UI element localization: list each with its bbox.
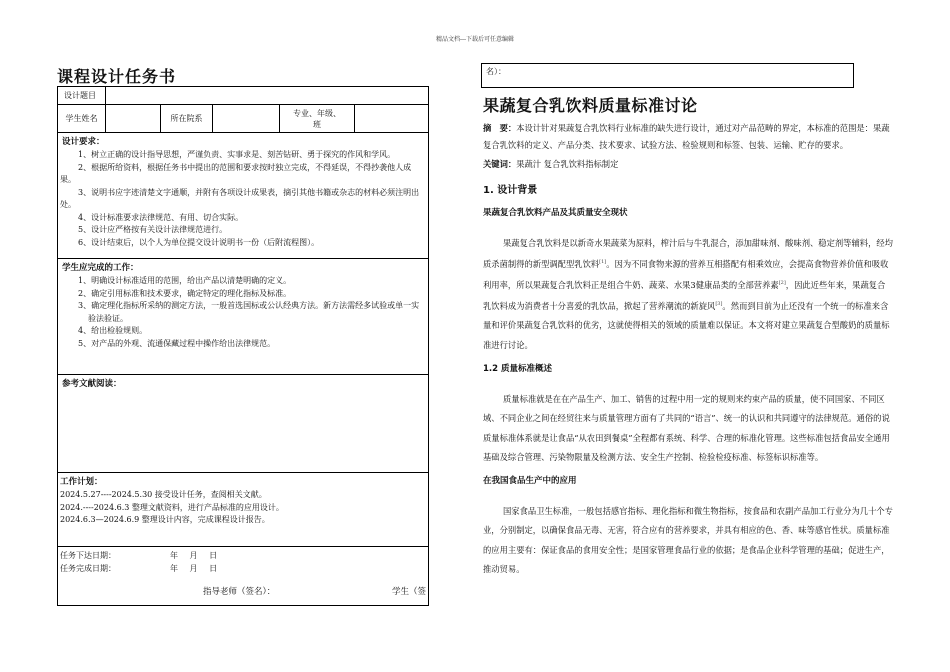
work-plan-section xyxy=(58,473,428,547)
student-work-title: 学生应完成的工作： xyxy=(62,263,139,273)
paper-title: 果蔬复合乳饮料质量标准讨论 xyxy=(483,96,698,115)
major-label-line2: 班 xyxy=(313,119,321,129)
requirement-item: 1、树立正确的设计指导思想，严谨负责、实事求是、刻苦钻研、勇于探究的作风和学风。 xyxy=(78,150,396,159)
finish-date-row xyxy=(58,562,428,575)
application-paragraph: 国家食品卫生标准，一般包括感官指标、理化指标和微生物指标，按食品和农副产品加工行业分为几十个专业，分别制定，以确保食品无毒、无害，符合应有的营养要求，并具有相应的色、香、味等感官性状。质量标准的应用主要有：保证食品的食用安全性；是国家管理食品行业的依据；是食品企业科学管理的基础；促进生产，推动贸易。 xyxy=(483,505,893,575)
para1-part-b: 。因为不同食物来源的营养互相搭配有相乘效应，会提高食物营养价值和吸收利用率，所以果蔬复合乳饮料正是组合牛奶、蔬菜、水果3健康品类的全部营养素 xyxy=(483,258,889,290)
paper-body xyxy=(483,120,893,579)
assign-date-label: 任务下达日期： xyxy=(60,551,116,560)
subsection-heading-application: 在我国食品生产中的应用 xyxy=(483,476,577,487)
requirements-list xyxy=(58,149,428,249)
keywords-paragraph xyxy=(483,156,893,173)
requirement-item: 5、设计应严格按有关设计法律规范进行。 xyxy=(78,225,228,234)
requirement-item: 6、设计结束后，以个人为单位提交设计说明书一份（后附流程图）。 xyxy=(78,237,320,247)
background-paragraph xyxy=(483,234,893,356)
keywords-label: 关键词： xyxy=(483,159,517,169)
college-label: 所在院系 xyxy=(161,105,213,132)
student-name-field[interactable] xyxy=(106,105,161,132)
design-topic-label: 设计题目 xyxy=(58,87,106,104)
student-work-list xyxy=(58,275,428,350)
major-field[interactable] xyxy=(355,105,429,132)
requirement-item: 2、根据所给资料，根据任务书中提出的范围和要求按时独立完成，不得延误，不得抄袭他人成果。 xyxy=(60,162,412,184)
citation-1: [1] xyxy=(599,258,607,265)
requirement-item: 4、设计标准要求法律规范、有用、切合实际。 xyxy=(78,212,244,222)
section-heading-background: 1. 设计背景 xyxy=(483,184,538,196)
keywords-text: 果蔬汁 复合乳饮料指标制定 xyxy=(516,159,619,169)
work-item: 2、确定引用标准和技术要求，确定特定的理化指标及标准。 xyxy=(78,288,292,298)
requirements-section xyxy=(58,133,428,259)
para1-part-d: 。然而到目前为止还没有一个统一的标准来含量和评价果蔬复合乳饮料的优劣，这就使得相关的领域的质量难以保证。本文将对建立果蔬复合型酸奶的质量标准进行讨论。 xyxy=(483,301,890,350)
advisor-signature-label: 指导老师（签名）： xyxy=(203,587,276,597)
task-book-title: 课程设计任务书 xyxy=(57,67,177,86)
plan-item: 2024.5.27----2024.5.30 接受设计任务，查阅相关文献。 xyxy=(60,490,267,499)
requirement-item: 3、说明书应字迹清楚文字通顺，并附有各项设计成果表，摘引其他书籍或杂志的材料必须注明出处。 xyxy=(60,187,420,209)
dates-block xyxy=(58,549,428,575)
overview-paragraph: 质量标准就是在在产品生产、加工、销售的过程中用一定的规则来约束产品的质量，使不同国家、不同区域、不同企业之间在经贸往来与质量管理方面有了共同的“语言”、统一的认识和共同遵守的法律规范。通俗的说质量标准体系就是让食品“从农田到餐桌”全程都有系统、科学、合理的标准化管理。这些标准包括食品安全通用基础及综合管理、污染物限量及检测方法、安全生产控制、检验检疫标准、标签标识标准等。 xyxy=(483,393,890,462)
references-title: 参考文献阅读： xyxy=(62,379,122,389)
student-name-label: 学生姓名 xyxy=(58,105,106,132)
assign-date-value: 年 月 日 xyxy=(170,551,218,560)
subsection-heading-status: 果蔬复合乳饮料产品及其质量安全现状 xyxy=(483,208,628,218)
citation-3: [3] xyxy=(715,301,723,308)
assign-date-row xyxy=(58,549,428,562)
abstract-text: 本设计针对果蔬复合乳饮料行业标准的缺失进行设计，通过对产品范畴的界定，本标准的范围是：果蔬复合乳饮料的定义、产品分类、技术要求、试验方法、检验规则和标签、包装、运输、贮存的要求。 xyxy=(483,123,890,150)
student-info-row xyxy=(58,105,428,133)
student-work-section xyxy=(58,259,428,375)
references-section xyxy=(58,375,428,473)
work-item: 3、确定理化指标所采纳的测定方法，一般首选国标或公认经典方法。新方法需经多试验或单一实验法验证。 xyxy=(78,301,420,323)
para1-part-c: ，因此近些年来，果蔬复合乳饮料成为消费者十分喜爱的乳饮品，掀起了营养潮流的新旋风 xyxy=(483,279,886,312)
plan-item: 2024.6.3—2024.6.9 整理设计内容，完成课程设计报告。 xyxy=(60,515,270,524)
student-signature-label: 学生（签 xyxy=(391,587,426,597)
major-label xyxy=(280,105,355,132)
work-item: 1、明确设计标准适用的范围，给出产品以清楚明确的定义。 xyxy=(78,276,292,285)
finish-date-value: 年 月 日 xyxy=(170,564,218,573)
finish-date-label: 任务完成日期： xyxy=(60,564,116,573)
college-field[interactable] xyxy=(213,105,280,132)
design-topic-row xyxy=(58,87,428,105)
requirements-title: 设计要求： xyxy=(62,137,105,147)
para1-part-a: 果蔬复合乳饮料是以新奇水果蔬菜为原料，榨汁后与牛乳混合，添加甜味剂、酸味剂、稳定剂等辅料，经均质杀菌制得的新型调配型乳饮料 xyxy=(483,237,893,269)
signature-row xyxy=(58,585,428,599)
plan-item: 2024.----2024.6.3 整理文献资料，进行产品标准的应用设计。 xyxy=(60,502,284,512)
design-topic-field[interactable] xyxy=(106,87,429,104)
work-plan-title: 工作计划： xyxy=(60,477,103,487)
abstract-paragraph xyxy=(483,120,893,153)
work-item: 5、对产品的外观、流通保藏过程中操作给出法律规范。 xyxy=(78,338,276,348)
work-item: 4、给出检验规则。 xyxy=(78,326,148,335)
citation-2: [2] xyxy=(778,280,786,287)
abstract-label: 摘 要： xyxy=(483,123,517,133)
major-label-line1: 专业、年级、 xyxy=(293,108,341,118)
subsection-heading-overview: 1.2 质量标准概述 xyxy=(483,364,553,375)
name-box: 名）： xyxy=(481,63,854,88)
task-form-table xyxy=(57,86,429,606)
page-header-watermark: 精品文档---下载后可任意编辑 xyxy=(435,36,515,43)
